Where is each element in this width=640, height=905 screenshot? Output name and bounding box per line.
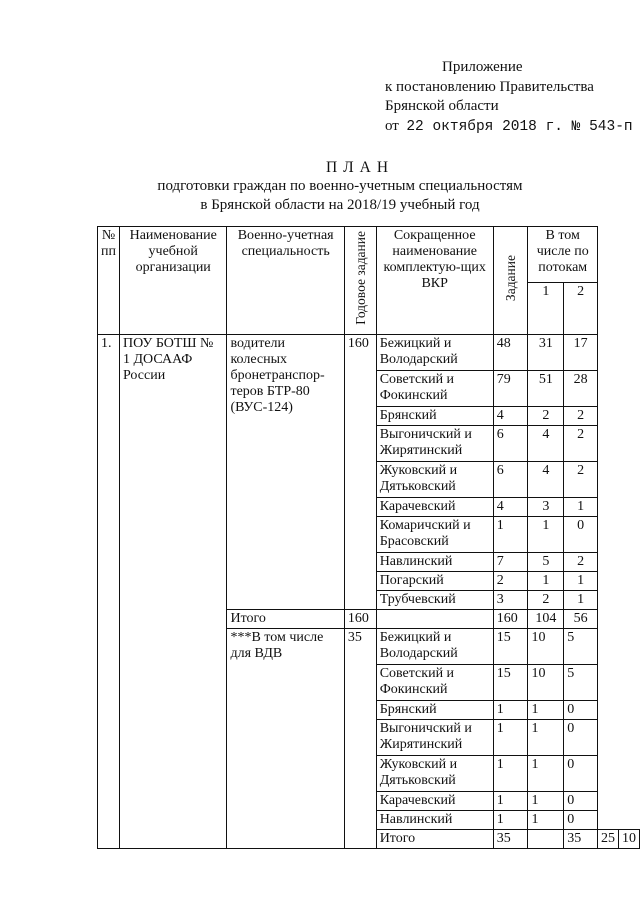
header-spec: Военно-учетная специальность <box>227 227 344 335</box>
vkr-name: Карачевский <box>376 792 493 811</box>
stream1-value: 1 <box>528 572 564 591</box>
header-stream-2: 2 <box>564 283 598 335</box>
stream2-value: 0 <box>564 701 598 720</box>
header-row <box>98 227 640 283</box>
stream1-value: 10 <box>528 665 564 701</box>
stream2-value: 0 <box>564 792 598 811</box>
stream1-value: 31 <box>528 335 564 371</box>
header-org: Наименование учебной организации <box>119 227 226 335</box>
document-subtitle-1: подготовки граждан по военно-учетным специальностям <box>157 178 523 194</box>
stream1-value: 5 <box>528 553 564 572</box>
vkr-name: Советский и Фокинский <box>376 371 493 407</box>
task-value: 1 <box>493 756 528 792</box>
stream2-value: 5 <box>564 665 598 701</box>
total-stream2: 56 <box>564 610 598 629</box>
task-value: 1 <box>493 701 528 720</box>
task-value: 2 <box>493 572 528 591</box>
stream2-value: 17 <box>564 335 598 371</box>
header-streams: В том числе по потокам <box>528 227 598 283</box>
task-value: 4 <box>493 498 528 517</box>
total-vkr-empty <box>376 610 493 629</box>
appendix-block <box>385 58 640 137</box>
header-task: Задание <box>503 254 519 302</box>
stream1-value: 1 <box>528 792 564 811</box>
stream2-value: 2 <box>564 553 598 572</box>
appendix-date-value: 22 октября 2018 г. № 543-п <box>406 118 633 135</box>
total-annual: 160 <box>344 610 376 629</box>
vkr-name: Трубчевский <box>376 591 493 610</box>
vkr-name: Карачевский <box>376 498 493 517</box>
total-task: 160 <box>493 610 528 629</box>
header-stream-1: 1 <box>528 283 564 335</box>
header-annual-cell <box>344 227 376 335</box>
org-name: ПОУ БОТШ № 1 ДОСААФ России <box>119 335 226 849</box>
stream1-value: 2 <box>528 591 564 610</box>
stream1-value: 1 <box>528 756 564 792</box>
stream1-value: 4 <box>528 462 564 498</box>
org-number: 1. <box>98 335 120 849</box>
total-stream1: 25 <box>598 830 619 849</box>
annual-group-2: 35 <box>344 629 376 849</box>
stream2-value: 28 <box>564 371 598 407</box>
task-value: 15 <box>493 629 528 665</box>
stream1-value: 4 <box>528 426 564 462</box>
vkr-name: Комаричский и Брасовский <box>376 517 493 553</box>
task-value: 4 <box>493 407 528 426</box>
stream1-value: 1 <box>528 720 564 756</box>
appendix-date-prefix: от <box>385 117 399 134</box>
stream2-value: 5 <box>564 629 598 665</box>
task-value: 6 <box>493 426 528 462</box>
stream2-value: 1 <box>564 591 598 610</box>
document-heading <box>0 158 640 215</box>
vkr-name: Брянский <box>376 701 493 720</box>
vkr-name: Навлинский <box>376 811 493 830</box>
task-value: 79 <box>493 371 528 407</box>
spec-group-2: ***В том числе для ВДВ <box>227 629 344 849</box>
total-stream2: 10 <box>619 830 640 849</box>
stream1-value: 2 <box>528 407 564 426</box>
task-value: 3 <box>493 591 528 610</box>
header-annual: Годовое задание <box>352 231 368 325</box>
stream1-value: 10 <box>528 629 564 665</box>
task-value: 1 <box>493 811 528 830</box>
task-value: 1 <box>493 720 528 756</box>
vkr-name: Бежицкий и Володарский <box>376 335 493 371</box>
header-num: № пп <box>98 227 120 335</box>
task-value: 15 <box>493 665 528 701</box>
task-value: 6 <box>493 462 528 498</box>
vkr-name: Жуковский и Дятьковский <box>376 462 493 498</box>
header-vkr: Сокращенное наименование комплектую-щих ВКР <box>376 227 493 335</box>
appendix-title: Приложение <box>442 59 523 75</box>
header-task-cell <box>493 227 528 335</box>
task-value: 48 <box>493 335 528 371</box>
task-value: 7 <box>493 553 528 572</box>
stream2-value: 0 <box>564 811 598 830</box>
stream2-value: 0 <box>564 517 598 553</box>
stream2-value: 2 <box>564 407 598 426</box>
stream2-value: 1 <box>564 572 598 591</box>
stream1-value: 1 <box>528 811 564 830</box>
total-label: Итого <box>376 830 493 849</box>
appendix-line-resolution: к постановлению Правительства <box>385 78 594 95</box>
document-subtitle-2: в Брянской области на 2018/19 учебный год <box>200 197 480 213</box>
table-row <box>98 335 640 371</box>
total-label: Итого <box>227 610 344 629</box>
vkr-name: Выгоничский и Жирятинский <box>376 426 493 462</box>
total-vkr-empty <box>528 830 564 849</box>
stream1-value: 1 <box>528 517 564 553</box>
total-task: 35 <box>564 830 598 849</box>
stream2-value: 0 <box>564 756 598 792</box>
stream2-value: 2 <box>564 426 598 462</box>
vkr-name: Советский и Фокинский <box>376 665 493 701</box>
spec-group-1: водители колесных бронетранспор-теров БТР-80 (ВУС-124) <box>227 335 344 610</box>
vkr-name: Выгоничский и Жирятинский <box>376 720 493 756</box>
annual-group-1: 160 <box>344 335 376 610</box>
appendix-line-date <box>385 117 640 138</box>
stream2-value: 1 <box>564 498 598 517</box>
task-value: 1 <box>493 792 528 811</box>
appendix-line-region: Брянской области <box>385 98 499 114</box>
vkr-name: Погарский <box>376 572 493 591</box>
stream1-value: 51 <box>528 371 564 407</box>
stream1-value: 3 <box>528 498 564 517</box>
task-value: 1 <box>493 517 528 553</box>
vkr-name: Жуковский и Дятьковский <box>376 756 493 792</box>
stream2-value: 2 <box>564 462 598 498</box>
stream1-value: 1 <box>528 701 564 720</box>
document-title: ПЛАН <box>325 159 395 176</box>
total-stream1: 104 <box>528 610 564 629</box>
vkr-name: Навлинский <box>376 553 493 572</box>
plan-table <box>97 226 640 849</box>
vkr-name: Брянский <box>376 407 493 426</box>
stream2-value: 0 <box>564 720 598 756</box>
vkr-name: Бежицкий и Володарский <box>376 629 493 665</box>
total-annual: 35 <box>493 830 528 849</box>
